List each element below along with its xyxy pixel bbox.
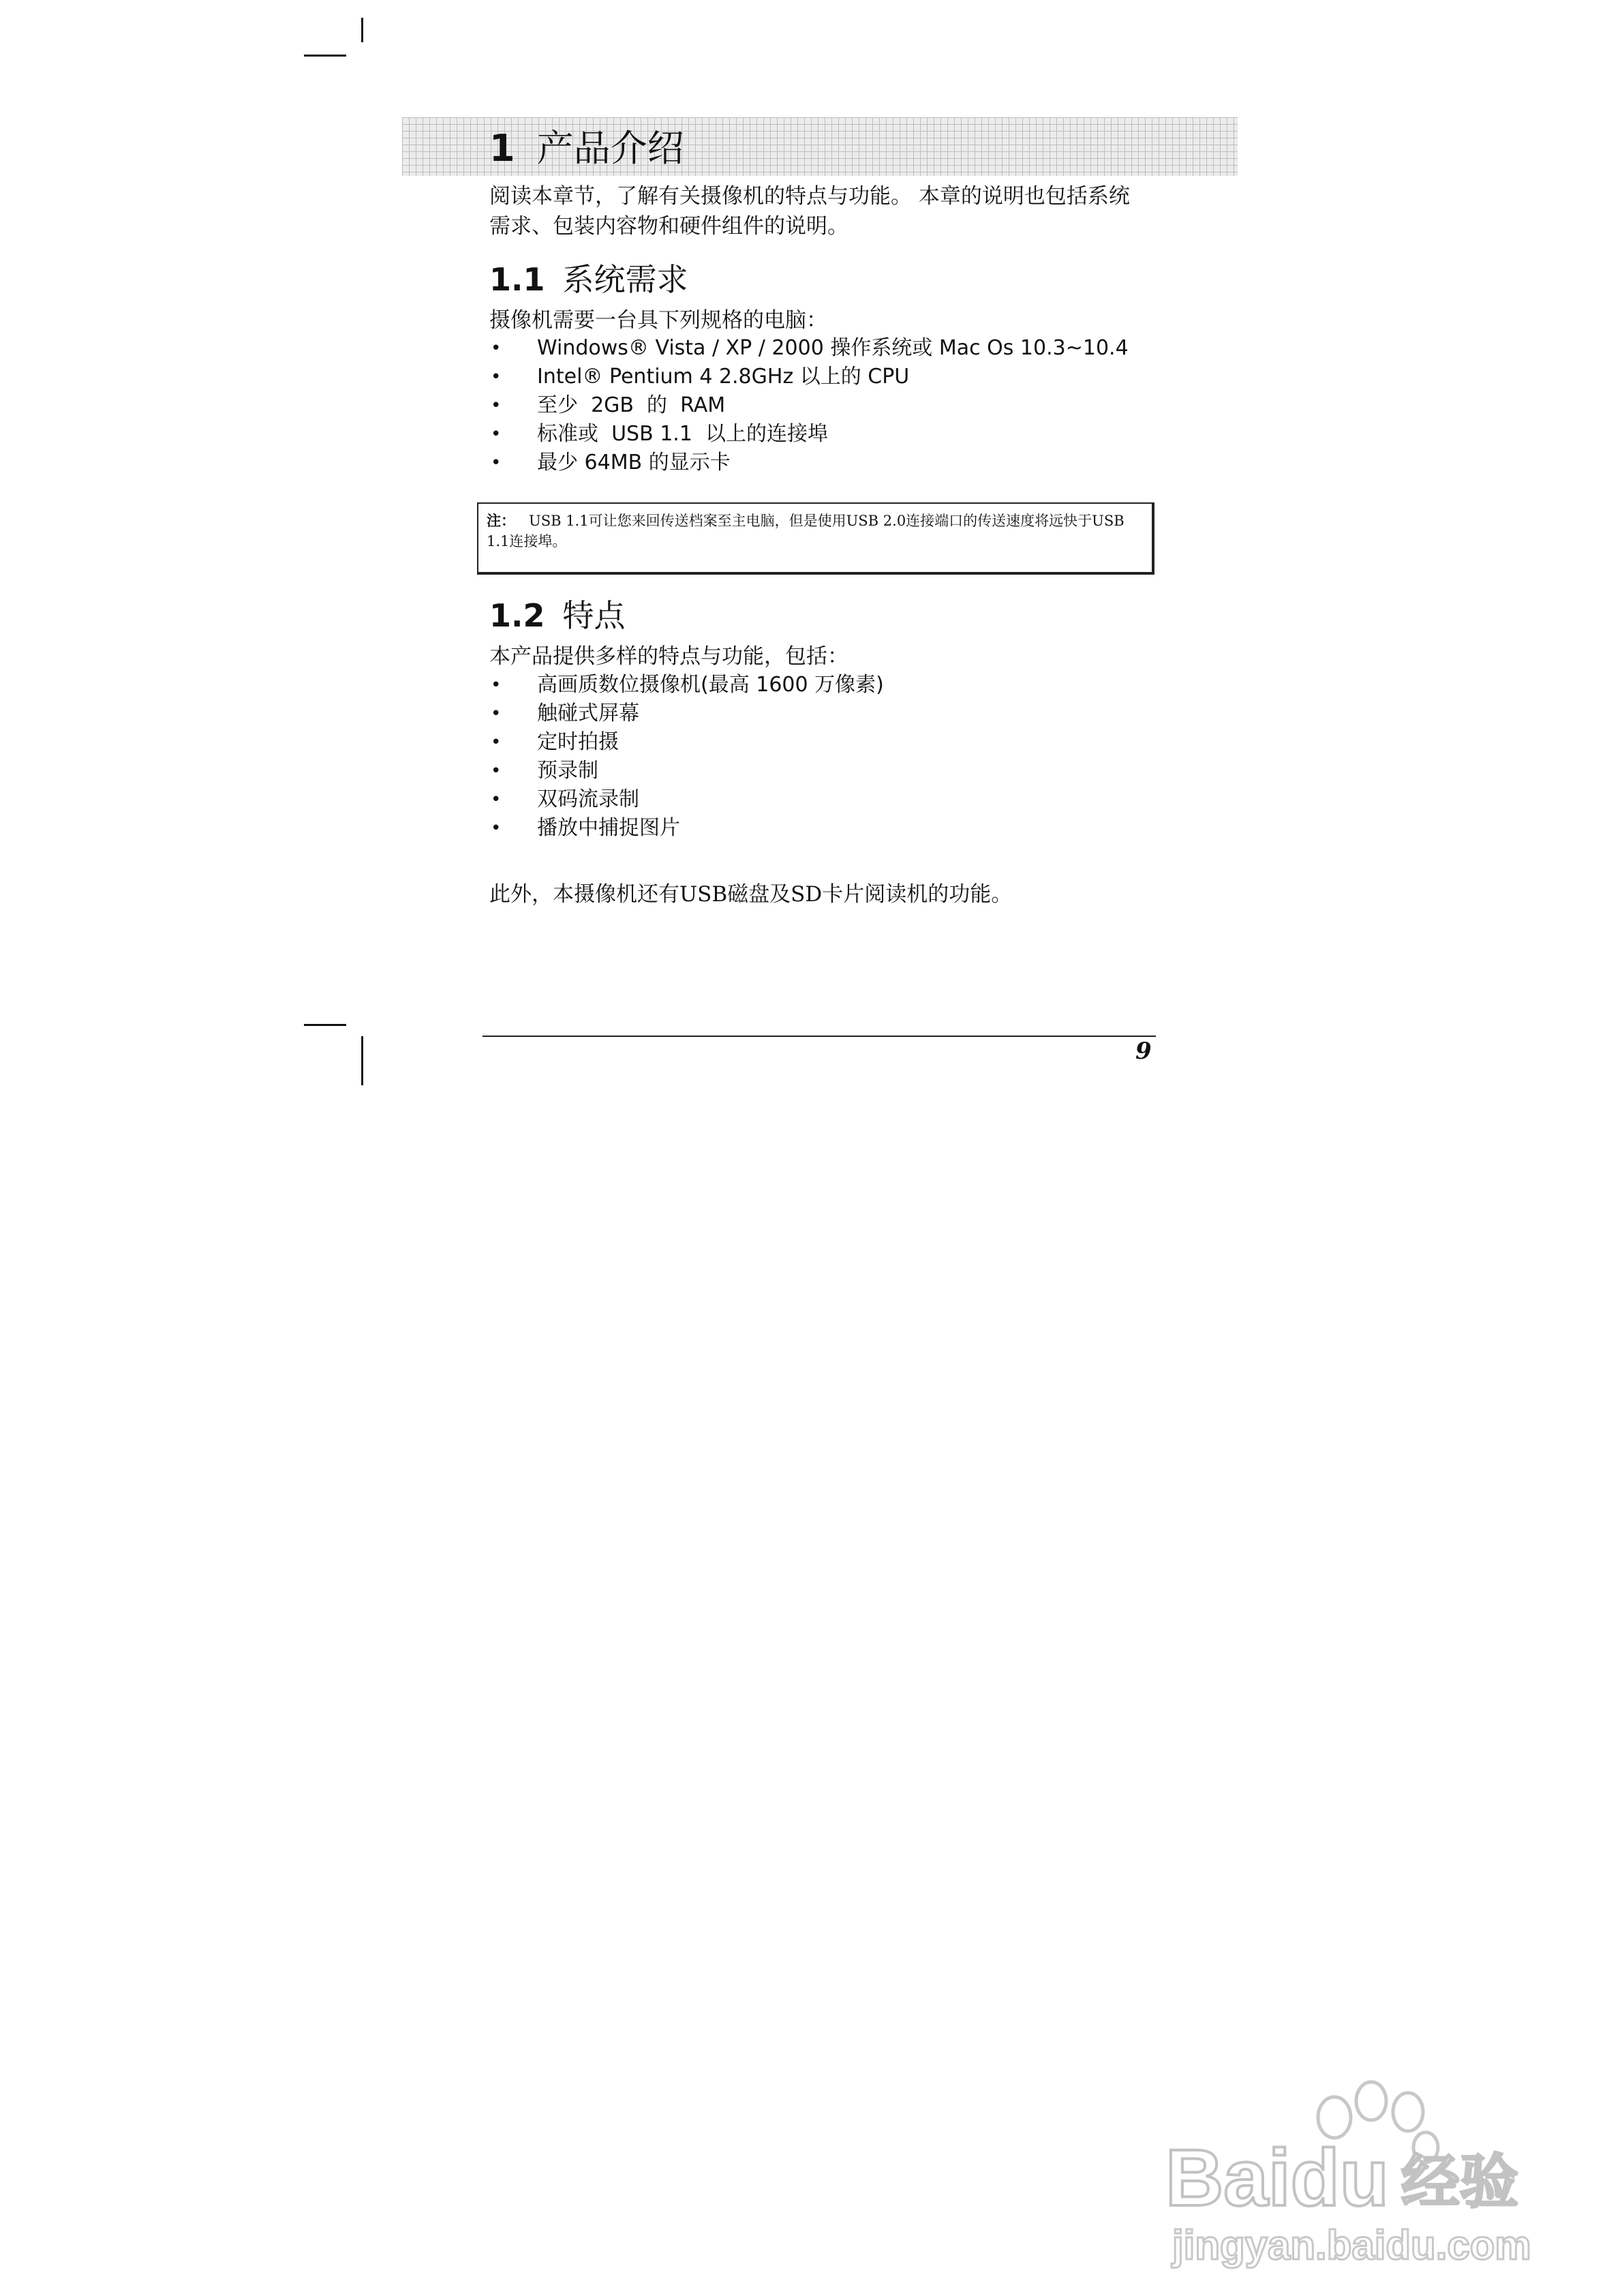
- watermark-brand: Baidu: [1165, 2133, 1389, 2223]
- crop-mark-top-v: [361, 18, 363, 42]
- features-list: [489, 671, 1171, 843]
- intro-line: 需求、包装内容物和硬件组件的说明。: [489, 214, 848, 239]
- note-text: [487, 511, 1144, 552]
- watermark-url: jingyan.baidu.com: [1172, 2222, 1531, 2268]
- bullet: •: [491, 367, 502, 387]
- footer-rule: [483, 1036, 1156, 1037]
- baidu-jingyan-watermark: [1159, 2066, 1540, 2270]
- list-item: [489, 671, 1171, 699]
- list-item-text: 播放中捕捉图片: [537, 816, 680, 840]
- section-lead: 摄像机需要一台具下列规格的电脑：: [489, 308, 827, 333]
- chapter-title: [489, 121, 684, 176]
- list-item-text: 定时拍摄: [537, 730, 619, 754]
- section-title: 特点: [562, 597, 626, 634]
- section-number: 1.2: [489, 597, 545, 634]
- list-item: [489, 757, 1171, 785]
- list-item-text: 触碰式屏幕: [537, 701, 639, 725]
- page-number: 9: [1135, 1038, 1152, 1065]
- crop-mark-bottom-h: [304, 1024, 346, 1026]
- bullet: •: [491, 675, 502, 695]
- intro-line: 阅读本章节，了解有关摄像机的特点与功能。 本章的说明也包括系统: [489, 184, 1130, 209]
- chapter-number: 1: [489, 127, 515, 170]
- watermark-brand-cn: 经验: [1401, 2148, 1518, 2216]
- list-item: [489, 363, 1171, 391]
- bullet: •: [491, 338, 502, 359]
- list-item: [489, 699, 1171, 728]
- bullet: •: [491, 704, 502, 724]
- note-body: USB 1.1可让您来回传送档案至主电脑，但是使用USB 2.0连接端口的传送速度将远快于USB 1.1连接埠。: [487, 513, 1124, 549]
- list-item-text: Intel® Pentium 4 2.8GHz 以上的 CPU: [537, 365, 910, 389]
- list-item: [489, 814, 1171, 843]
- bullet: •: [491, 732, 502, 753]
- intro-paragraph: [489, 181, 1171, 241]
- section-number: 1.1: [489, 261, 545, 298]
- list-item: [489, 391, 1171, 420]
- crop-mark-bottom-v: [361, 1036, 363, 1085]
- list-item-text: 最少 64MB 的显示卡: [537, 451, 731, 474]
- section-heading-1-1: [489, 259, 688, 300]
- section-title: 系统需求: [562, 261, 688, 298]
- list-item: [489, 785, 1171, 814]
- bullet: •: [491, 424, 502, 444]
- section-lead: 本产品提供多样的特点与功能，包括：: [489, 644, 848, 669]
- requirements-list: [489, 334, 1171, 477]
- list-item: [489, 420, 1171, 449]
- list-item-text: Windows® Vista / XP / 2000 操作系统或 Mac Os 10.3~10.4: [537, 336, 1129, 360]
- list-item-text: 标准或 USB 1.1 以上的连接埠: [537, 422, 828, 446]
- closing-paragraph: 此外，本摄像机还有USB磁盘及SD卡片阅读机的功能。: [489, 882, 1013, 907]
- bullet: •: [491, 761, 502, 781]
- list-item-text: 高画质数位摄像机(最高 1600 万像素): [537, 673, 884, 697]
- bullet: •: [491, 789, 502, 810]
- list-item: [489, 449, 1171, 477]
- section-heading-1-2: [489, 595, 626, 636]
- bullet: •: [491, 818, 502, 839]
- chapter-title-text: 产品介绍: [536, 127, 684, 170]
- bullet: •: [491, 395, 502, 416]
- note-box: [477, 502, 1154, 575]
- list-item: [489, 728, 1171, 757]
- list-item: [489, 334, 1171, 363]
- bullet: •: [491, 453, 502, 473]
- list-item-text: 至少 2GB 的 RAM: [537, 393, 726, 417]
- note-label: 注：: [487, 512, 515, 529]
- list-item-text: 预录制: [537, 759, 598, 783]
- list-item-text: 双码流录制: [537, 787, 639, 811]
- crop-mark-top-h: [304, 55, 346, 57]
